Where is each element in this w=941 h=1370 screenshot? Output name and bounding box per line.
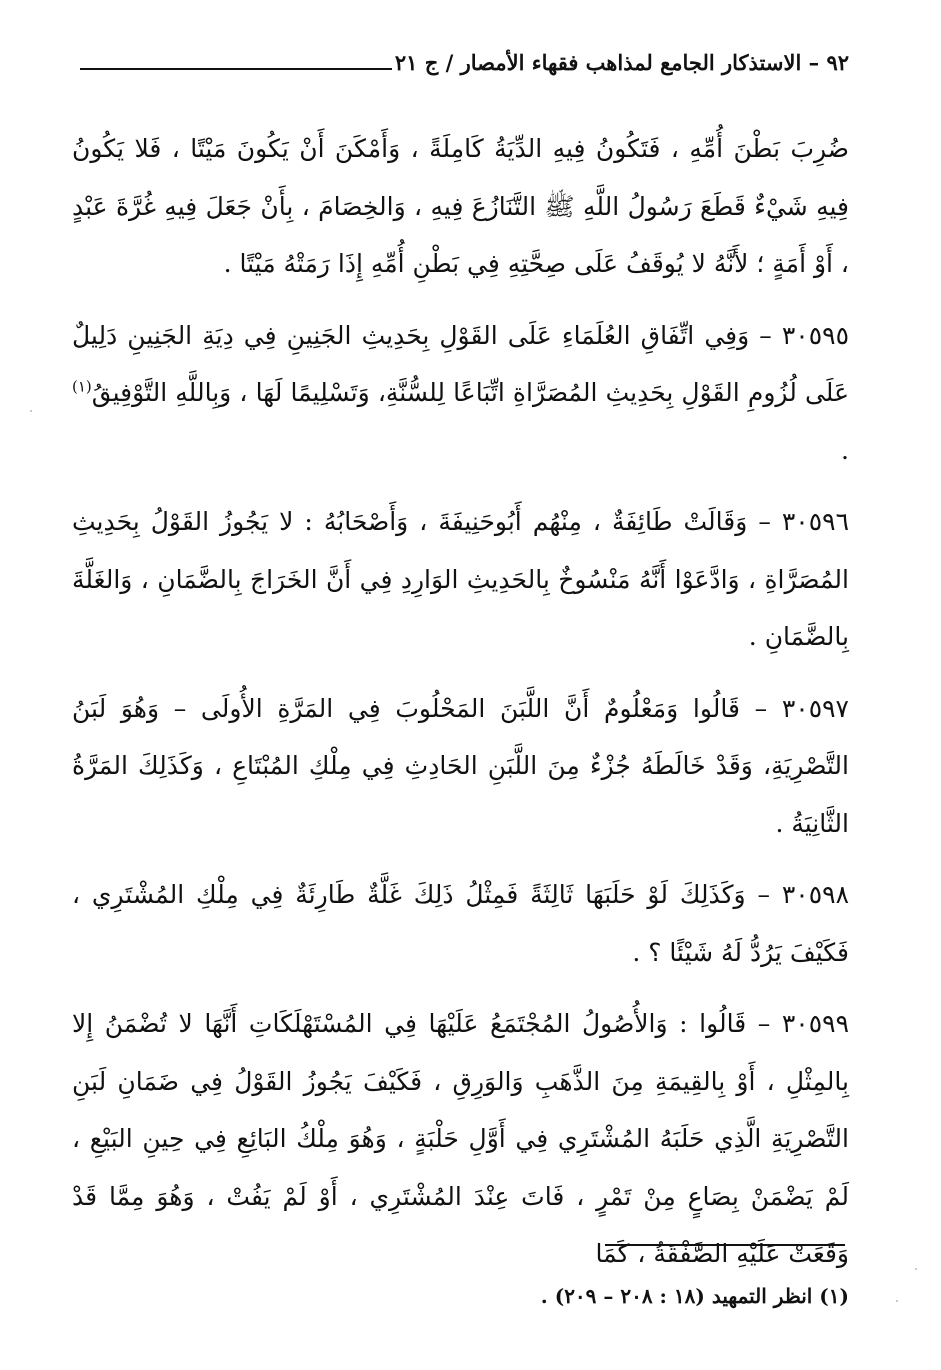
paragraph-text: قَالُوا : وَالأُصُولُ المُجْتَمَعُ عَلَيْهَا فِي المُسْتَهْلَكَاتِ أَنَّهَا لا تُضْمَنُ إِلا بِالمِثْلِ ، أَوْ بِالقِيمَةِ مِنَ الذَّهَبِ وَالوَرِقِ ، فَكَيْفَ يَجُوزُ القَوْلُ فِي ضَمَانِ لَبَنِ التَّصْرِيَةِ الَّذِي حَلَبَهُ المُشْتَرِي فِي أَوَّلِ حَلْبَةٍ ، وَهُوَ مِلْكُ البَائِعِ فِي حِينِ البَيْعِ ، لَمْ يَضْمَنْ بِصَاعٍ مِنْ تَمْرٍ ، فَاتَ عِنْدَ المُشْتَرِي ، أَوْ لَمْ يَفُتْ ، وَهُوَ مِمَّا قَدْ وَقَعَتْ عَلَيْهِ الصَّفْقَةُ ، كَمَا	[72, 1009, 849, 1268]
paragraph-text: وَقَالَتْ طَائِفَةٌ ، مِنْهُم أَبُوحَنِيفَةَ ، وَأَصْحَابُهُ : لا يَجُوزُ القَوْلُ بِحَدِيثِ المُصَرَّاةِ ، وَادَّعَوْا أَنَّهُ مَنْسُوخٌ بِالحَدِيثِ الوَارِدِ فِي أَنَّ الخَرَاجَ بِالضَّمَانِ ، وَالغَلَّةَ بِالضَّمَانِ .	[72, 507, 849, 651]
paragraph-30595	[72, 307, 849, 480]
paragraph-dash: –	[749, 320, 772, 350]
footnote-rule	[605, 1244, 845, 1246]
paragraph-continuation	[72, 120, 849, 293]
paragraph-30599	[72, 995, 849, 1283]
paragraph-30598	[72, 866, 849, 981]
header-rule	[80, 68, 392, 70]
paragraph-number: ٣٠٥٩٦	[781, 507, 850, 536]
paragraph-number: ٣٠٥٩٥	[781, 320, 850, 350]
paragraph-dash: –	[739, 693, 768, 723]
paragraph-30596	[72, 493, 849, 666]
scan-speck	[896, 1300, 898, 1302]
paragraph-dash: –	[747, 507, 771, 536]
paragraph-text: قَالُوا وَمَعْلُومٌ أَنَّ اللَّبَنَ المَحْلُوبَ فِي المَرَّةِ الأُولَى – وَهُوَ لَبَنُ التَّصْرِيَةِ، وَقَدْ خَالَطَهُ جُزْءٌ مِنَ اللَّبَنِ الحَادِثِ فِي مِلْكِ المُبْتَاعِ ، وَكَذَلِكَ المَرَّةُ الثَّانِيَةُ .	[72, 693, 849, 838]
running-header: ٩٢ – الاستذكار الجامع لمذاهب فقهاء الأمصار / ج ٢١	[394, 50, 849, 75]
paragraph-text: وَفِي اتِّفَاقِ العُلَمَاءِ عَلَى القَوْلِ بِحَدِيثِ الجَنِينِ فِي دِيَةِ الجَنِينِ دَلِيلٌ عَلَى لُزُومِ القَوْلِ بِحَدِيثِ المُصَرَّاةِ اتِّبَاعًا لِلسُّنَّةِ، وَتَسْلِيمًا لَهَا ، وَبِاللَّهِ التَّوْفِيقُ	[72, 320, 849, 407]
scan-speck	[915, 1268, 917, 1270]
paragraph-tail: .	[841, 435, 849, 465]
paragraph-number: ٣٠٥٩٨	[781, 880, 849, 909]
paragraph-dash: –	[746, 1009, 771, 1038]
footnote: (١) انظر التمهيد (١٨ : ٢٠٨ – ٢٠٩) .	[540, 1284, 849, 1308]
scan-speck	[30, 410, 32, 412]
paragraph-text: ضُرِبَ بَطْنَ أُمِّهِ ، فَتَكُونُ فِيهِ الدِّيَةُ كَامِلَةً ، وَأَمْكَنَ أَنْ يَكُونَ مَيْتًا ، فَلا يَكُونُ فِيهِ شَيْءٌ قَطَعَ رَسُولُ اللَّهِ ﷺ التَّنَازُعَ فِيهِ ، وَالخِصَامَ ، بِأَنْ جَعَلَ فِيهِ غُرَّةَ عَبْدٍ ، أَوْ أَمَةٍ ؛ لأَنَّهُ لا يُوقَفُ عَلَى صِحَّتِهِ فِي بَطْنِ أُمِّهِ إِذَا رَمَتْهُ مَيْتًا .	[72, 134, 849, 278]
paragraph-30597	[72, 680, 849, 853]
paragraph-dash: –	[745, 880, 770, 909]
paragraph-number: ٣٠٥٩٩	[781, 1009, 849, 1038]
body-text	[72, 120, 849, 1283]
paragraph-text: وَكَذَلِكَ لَوْ حَلَبَهَا ثَالِثَةً فَمِثْلُ ذَلِكَ غَلَّةٌ طَارِئَةٌ فِي مِلْكِ المُشْتَرِي ، فَكَيْفَ يَرُدُّ لَهُ شَيْئًا ؟ .	[72, 880, 849, 967]
footnote-reference[interactable]: (١)	[72, 377, 92, 396]
paragraph-number: ٣٠٥٩٧	[781, 693, 849, 723]
